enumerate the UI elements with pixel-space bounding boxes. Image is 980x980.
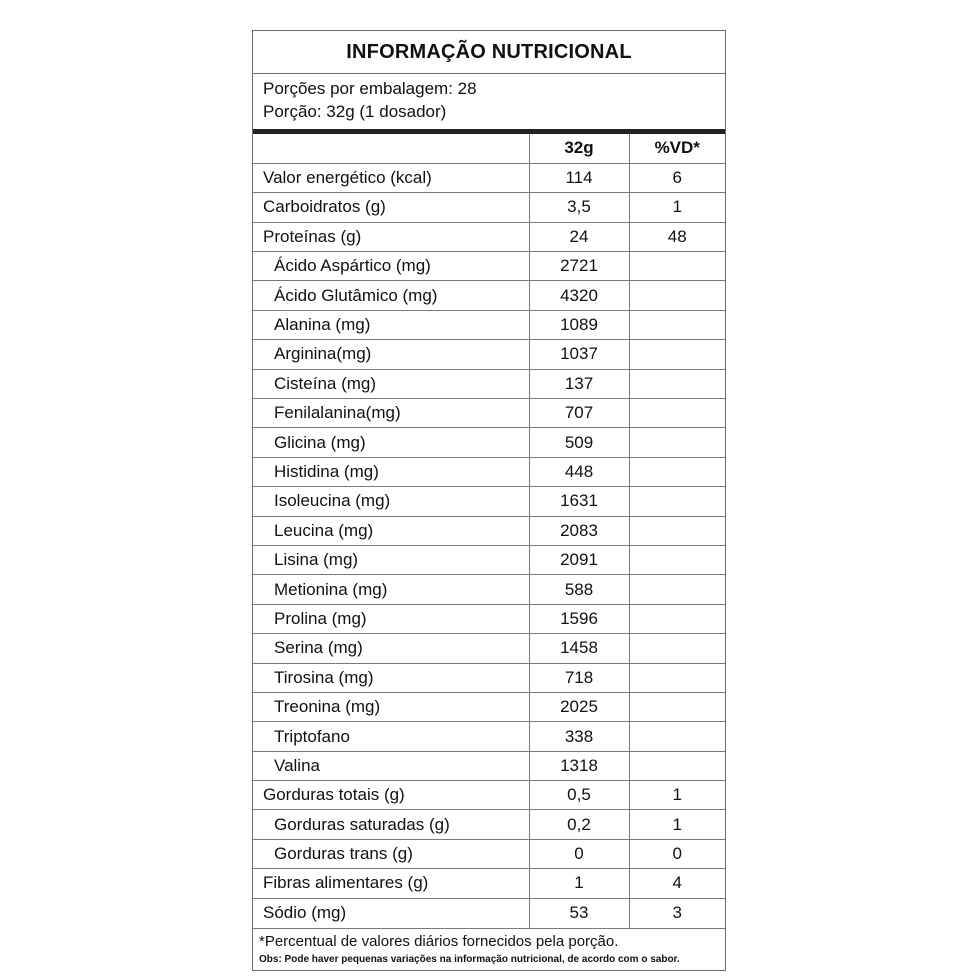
nutrient-daily-value: 4 — [629, 869, 725, 898]
nutrient-name: Histidina (mg) — [253, 457, 529, 486]
table-row — [253, 340, 725, 369]
nutrient-name: Serina (mg) — [253, 634, 529, 663]
table-row — [253, 692, 725, 721]
table-header-row — [253, 134, 725, 163]
table-row — [253, 516, 725, 545]
nutrient-name: Gorduras trans (g) — [253, 839, 529, 868]
nutrient-amount: 2091 — [529, 545, 629, 574]
nutrient-amount: 588 — [529, 575, 629, 604]
nutrient-amount: 1596 — [529, 604, 629, 633]
nutrient-name: Gorduras totais (g) — [253, 781, 529, 810]
table-row — [253, 781, 725, 810]
table-row — [253, 428, 725, 457]
servings-per-package: Porções por embalagem: 28 — [263, 79, 477, 98]
nutrient-daily-value: 1 — [629, 193, 725, 222]
header-amount: 32g — [529, 134, 629, 163]
table-row — [253, 810, 725, 839]
nutrient-name: Ácido Aspártico (mg) — [253, 252, 529, 281]
table-row — [253, 193, 725, 222]
nutrient-amount: 1037 — [529, 340, 629, 369]
nutrient-daily-value — [629, 252, 725, 281]
nutrient-daily-value: 6 — [629, 163, 725, 192]
nutrient-amount: 1318 — [529, 751, 629, 780]
table-row — [253, 369, 725, 398]
nutrient-name: Fibras alimentares (g) — [253, 869, 529, 898]
table-row — [253, 310, 725, 339]
nutrient-name: Proteínas (g) — [253, 222, 529, 251]
nutrition-table — [253, 134, 725, 928]
nutrient-daily-value — [629, 369, 725, 398]
nutrient-daily-value — [629, 634, 725, 663]
nutrient-daily-value — [629, 399, 725, 428]
nutrient-name: Treonina (mg) — [253, 692, 529, 721]
nutrient-amount: 1631 — [529, 487, 629, 516]
nutrient-name: Carboidratos (g) — [253, 193, 529, 222]
table-row — [253, 663, 725, 692]
table-row — [253, 575, 725, 604]
table-row — [253, 487, 725, 516]
nutrient-name: Cisteína (mg) — [253, 369, 529, 398]
nutrient-daily-value — [629, 457, 725, 486]
table-row — [253, 252, 725, 281]
nutrient-daily-value — [629, 487, 725, 516]
nutrient-name: Ácido Glutâmico (mg) — [253, 281, 529, 310]
nutrient-amount: 509 — [529, 428, 629, 457]
nutrition-facts-panel — [252, 30, 726, 971]
nutrient-amount: 0,2 — [529, 810, 629, 839]
table-row — [253, 399, 725, 428]
panel-title: INFORMAÇÃO NUTRICIONAL — [253, 31, 725, 74]
table-row — [253, 604, 725, 633]
nutrient-amount: 53 — [529, 898, 629, 927]
nutrient-name: Lisina (mg) — [253, 545, 529, 574]
nutrient-daily-value: 3 — [629, 898, 725, 927]
table-row — [253, 898, 725, 927]
table-row — [253, 163, 725, 192]
nutrient-name: Alanina (mg) — [253, 310, 529, 339]
footnote: *Percentual de valores diários fornecidos pela porção. — [253, 928, 725, 953]
nutrient-name: Leucina (mg) — [253, 516, 529, 545]
nutrient-name: Metionina (mg) — [253, 575, 529, 604]
nutrient-amount: 2721 — [529, 252, 629, 281]
nutrient-amount: 718 — [529, 663, 629, 692]
nutrient-name: Glicina (mg) — [253, 428, 529, 457]
nutrient-amount: 2083 — [529, 516, 629, 545]
header-nutrient — [253, 134, 529, 163]
nutrient-amount: 707 — [529, 399, 629, 428]
nutrient-daily-value — [629, 604, 725, 633]
nutrient-daily-value: 0 — [629, 839, 725, 868]
nutrient-amount: 0,5 — [529, 781, 629, 810]
table-row — [253, 869, 725, 898]
nutrient-name: Gorduras saturadas (g) — [253, 810, 529, 839]
serving-size: Porção: 32g (1 dosador) — [263, 102, 447, 121]
nutrient-amount: 1089 — [529, 310, 629, 339]
nutrient-name: Valor energético (kcal) — [253, 163, 529, 192]
nutrient-name: Fenilalanina(mg) — [253, 399, 529, 428]
nutrient-amount: 0 — [529, 839, 629, 868]
serving-info — [253, 74, 725, 129]
nutrient-name: Arginina(mg) — [253, 340, 529, 369]
nutrient-daily-value: 1 — [629, 781, 725, 810]
table-row — [253, 281, 725, 310]
observation-note: Obs: Pode haver pequenas variações na informação nutricional, de acordo com o sabor. — [259, 953, 680, 965]
nutrient-amount: 3,5 — [529, 193, 629, 222]
table-row — [253, 222, 725, 251]
nutrient-name: Prolina (mg) — [253, 604, 529, 633]
nutrient-name: Sódio (mg) — [253, 898, 529, 927]
nutrient-amount: 24 — [529, 222, 629, 251]
table-row — [253, 839, 725, 868]
nutrient-daily-value — [629, 516, 725, 545]
table-row — [253, 634, 725, 663]
nutrient-daily-value: 1 — [629, 810, 725, 839]
nutrient-amount: 1458 — [529, 634, 629, 663]
table-body — [253, 163, 725, 927]
table-row — [253, 751, 725, 780]
nutrient-daily-value: 48 — [629, 222, 725, 251]
nutrient-daily-value — [629, 428, 725, 457]
nutrient-name: Isoleucina (mg) — [253, 487, 529, 516]
nutrient-amount: 114 — [529, 163, 629, 192]
nutrient-daily-value — [629, 310, 725, 339]
nutrient-daily-value — [629, 663, 725, 692]
nutrient-amount: 1 — [529, 869, 629, 898]
nutrient-daily-value — [629, 545, 725, 574]
nutrient-name: Triptofano — [253, 722, 529, 751]
nutrient-amount: 2025 — [529, 692, 629, 721]
table-row — [253, 545, 725, 574]
nutrient-name: Valina — [253, 751, 529, 780]
table-row — [253, 457, 725, 486]
nutrient-daily-value — [629, 340, 725, 369]
nutrient-daily-value — [629, 692, 725, 721]
nutrient-daily-value — [629, 722, 725, 751]
nutrient-amount: 4320 — [529, 281, 629, 310]
nutrient-daily-value — [629, 751, 725, 780]
nutrient-amount: 137 — [529, 369, 629, 398]
nutrient-name: Tirosina (mg) — [253, 663, 529, 692]
nutrient-amount: 448 — [529, 457, 629, 486]
nutrient-daily-value — [629, 281, 725, 310]
table-row — [253, 722, 725, 751]
header-daily-value: %VD* — [629, 134, 725, 163]
nutrient-daily-value — [629, 575, 725, 604]
nutrient-amount: 338 — [529, 722, 629, 751]
